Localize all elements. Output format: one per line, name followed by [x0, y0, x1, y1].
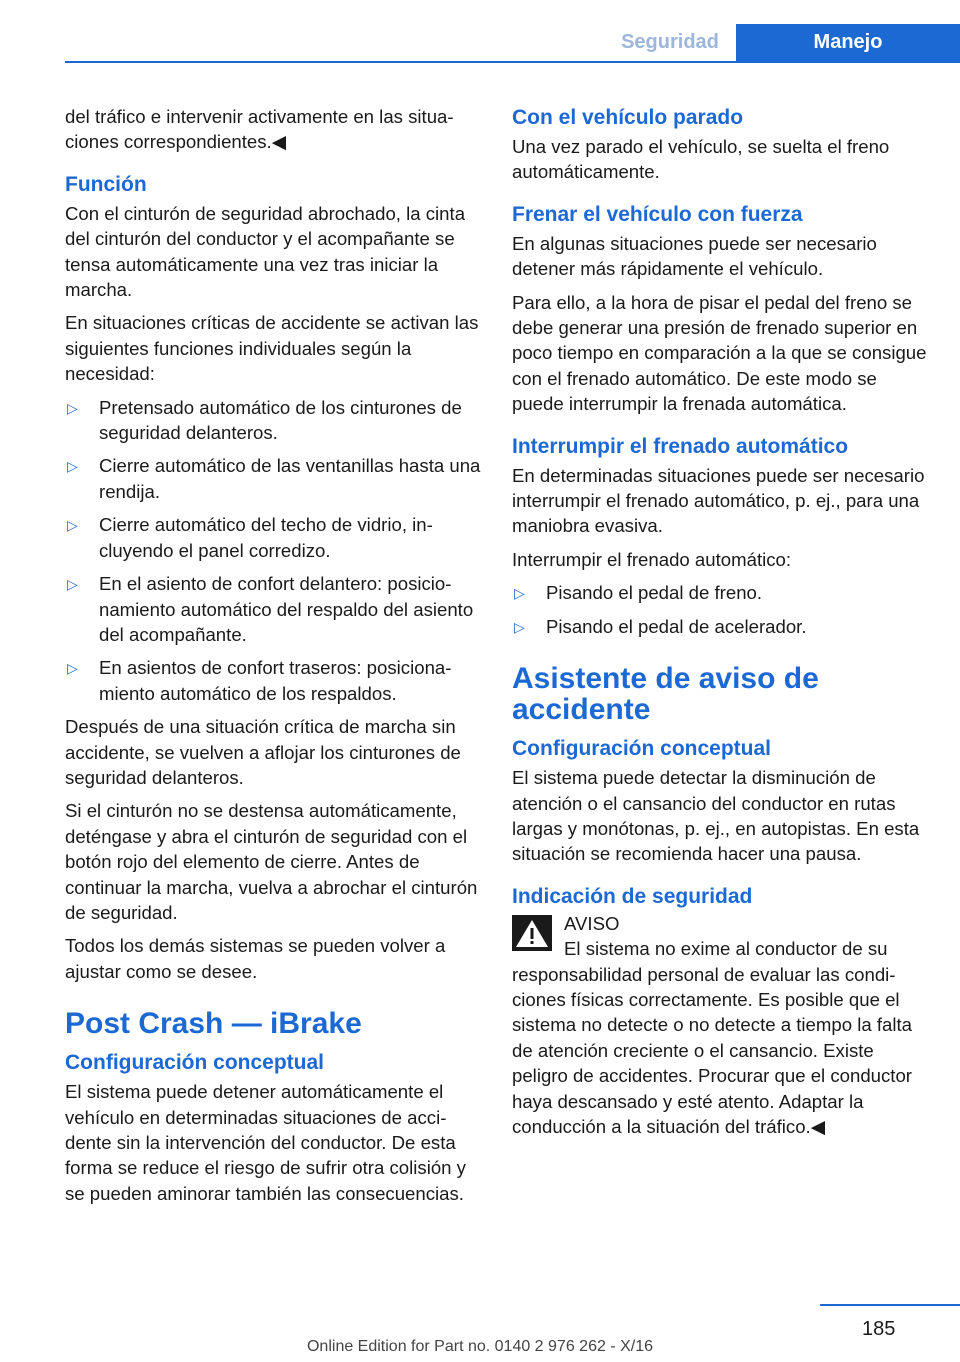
asistente-paragraph: El sistema puede detectar la disminución de atención o el cansancio del conductor en rutas largas y monótonas, p. ej., en autopistas. En esta situación se recomienda hacer una pausa.	[512, 767, 920, 865]
list-item: ▷ En el asiento de confort delantero: posicionamiento automático del respaldo del asiento del acompañante.	[67, 573, 474, 645]
configuracion-paragraph: El sistema puede detener automáticamente el vehículo en determinadas situaciones de accidente sin la intervención del conductor. De esta forma se reduce el riesgo de sufrir otra colisión y se pueden aminorar también las consecuencias.	[65, 1081, 466, 1204]
list-item: ▷ Pisando el pedal de freno.	[512, 580, 930, 605]
edition-footer: Online Edition for Part no. 0140 2 976 262 - X/16	[306, 1338, 653, 1355]
warning-label: AVISO	[564, 912, 620, 934]
destensa-paragraph: Si el cinturón no se destensa automáticamente, deténgase y abra el cinturón de seguridad con el botón rojo del elemento de cierre. Antes de continuar la marcha, vuelva a abrochar el cinturón de seguridad.	[65, 800, 478, 923]
heading-vehiculo-parado: Con el vehículo parado	[512, 106, 744, 129]
heading-indicacion: Indicación de seguridad	[512, 884, 753, 908]
list-item: ▷ Pretensado automático de los cinturones de seguridad delanteros.	[67, 396, 462, 444]
page-number: 185	[862, 1318, 896, 1340]
frenar-paragraph-1: En algunas situaciones puede ser necesario detener más rápidamente el vehículo.	[512, 232, 877, 280]
triangle-bullet-icon: ▷	[67, 517, 78, 534]
frenar-paragraph-2: Para ello, a la hora de pisar el pedal del freno se debe generar una presión de frenado superior en poco tiempo en comparación a la que se consigue con el frenado automático. De este modo se puede interrumpir la frenada automática.	[512, 291, 927, 415]
triangle-bullet-icon: ▷	[67, 458, 78, 475]
right-column	[512, 104, 930, 1147]
interrumpir-paragraph-1: En determinadas situaciones puede ser necesario interrumpir el frenado automático, p. ej., para una maniobra evasiva.	[512, 464, 925, 537]
list-item: ▷ En asientos de confort traseros: posicionamiento automático de los respaldos.	[67, 657, 452, 704]
todos-paragraph: Todos los demás sistemas se pueden volver a ajustar como se desee.	[65, 935, 446, 982]
heading-configuracion: Configuración conceptual	[65, 1051, 325, 1075]
warning-triangle-icon	[512, 915, 552, 951]
triangle-bullet-icon: ▷	[67, 660, 78, 677]
heading-funcion: Función	[65, 172, 147, 196]
tab-seguridad[interactable]: Seguridad	[621, 31, 719, 53]
parado-paragraph: Una vez parado el vehículo, se suelta el freno automáticamente.	[512, 136, 890, 183]
triangle-bullet-icon: ▷	[514, 585, 525, 602]
heading-interrumpir: Interrumpir el frenado automático	[512, 434, 849, 458]
funcion-paragraph-1: Con el cinturón de seguridad abrochado, la cinta del cinturón del conductor y el acompañante se tensa automáticamente una vez tras iniciar la marcha.	[65, 202, 466, 301]
header-rule	[65, 61, 960, 63]
intro-paragraph: del tráfico e intervenir activamente en las situaciones correspondientes.◀	[65, 106, 454, 153]
interrumpir-paragraph-2: Interrumpir el frenado automático:	[512, 548, 792, 570]
triangle-bullet-icon: ▷	[67, 576, 78, 593]
list-item: ▷ Pisando el pedal de acelerador.	[512, 614, 930, 639]
left-column	[65, 104, 481, 1214]
footer-rule	[820, 1304, 960, 1306]
triangle-bullet-icon: ▷	[67, 399, 78, 416]
heading-asistente: Asistente de aviso de accidente	[512, 662, 819, 727]
list-item: ▷ Cierre automático de las ventanillas hasta una rendija.	[67, 455, 481, 502]
funcion-paragraph-2: En situaciones críticas de accidente se activan las siguientes funciones individuales según la necesidad:	[65, 312, 479, 385]
despues-paragraph: Después de una situación crítica de marcha sin accidente, se vuelven a aflojar los cinturones de seguridad delanteros.	[65, 716, 461, 788]
function-list	[65, 395, 481, 706]
interrumpir-list	[512, 580, 930, 639]
warning-block	[512, 911, 930, 936]
heading-configuracion-asistente: Configuración conceptual	[512, 737, 772, 761]
tab-manejo[interactable]: Manejo	[736, 24, 960, 61]
warning-text: El sistema no exime al conductor de su responsabilidad personal de evaluar las condiciones físicas correctamente. Es posible que el sistema no detecte o no detecte a tiempo la falta de atención creciente o el cansancio. Existe peligro de accidentes. Procurar que el conductor haya descansado y esté atento. Adaptar la conducción a la situación del tráfico.◀	[512, 938, 913, 1137]
heading-frenar: Frenar el vehículo con fuerza	[512, 202, 803, 226]
list-item: ▷ Cierre automático del techo de vidrio, incluyendo el panel corredizo.	[67, 514, 433, 561]
triangle-bullet-icon: ▷	[514, 618, 525, 635]
heading-post-crash: Post Crash — iBrake	[65, 1007, 362, 1041]
